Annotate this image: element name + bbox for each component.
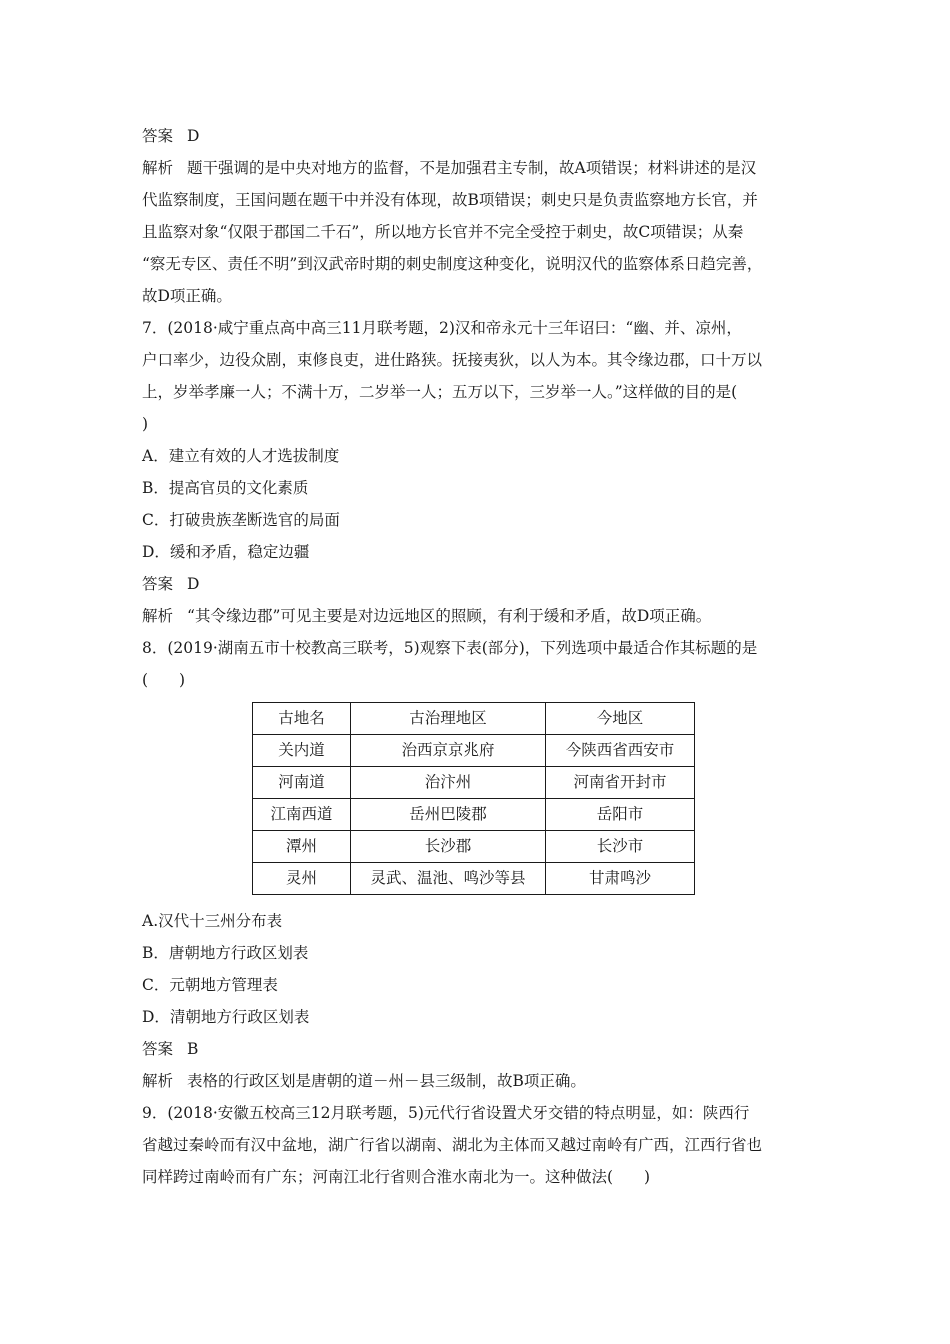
table-cell: 长沙郡	[351, 831, 546, 863]
table-row	[253, 863, 695, 895]
table-cell: 河南省开封市	[546, 767, 695, 799]
q8-option-c: C．元朝地方管理表	[142, 976, 278, 994]
q8-analysis-line	[142, 1065, 822, 1097]
q7-stem-line: 户口率少，边役众剧，束修良吏，进仕路狭。抚接夷狄，以人为本。其令缘边郡，口十万以	[142, 351, 763, 369]
table-cell: 长沙市	[546, 831, 695, 863]
table-cell: 治西京京兆府	[351, 735, 546, 767]
q8-answer	[142, 1033, 822, 1065]
analysis-text: “其令缘边郡”可见主要是对边远地区的照顾，有利于缓和矛盾，故D项正确。	[187, 607, 712, 625]
table-cell: 岳州巴陵郡	[351, 799, 546, 831]
q6-analysis-line: 故D项正确。	[142, 287, 232, 305]
table-cell: 甘肃鸣沙	[546, 863, 695, 895]
q6-answer	[142, 120, 822, 152]
q9-stem-line: 同样跨过南岭而有广东；河南江北行省则合淮水南北为一。这种做法( )	[142, 1168, 651, 1186]
answer-label: 答案	[142, 127, 174, 145]
table-cell: 潭州	[253, 831, 351, 863]
table-cell: 今陕西省西安市	[546, 735, 695, 767]
q6-analysis-line: 且监察对象“仅限于郡国二千石”，所以地方长官并不完全受控于刺史，故C项错误；从秦	[142, 223, 744, 241]
answer-value: D	[187, 575, 200, 593]
analysis-label: 解析	[142, 1072, 174, 1090]
q6-analysis-line: 代监察制度，王国问题在题干中并没有体现，故B项错误；刺史只是负责监察地方长官，并	[142, 191, 758, 209]
q6-analysis-line	[142, 152, 822, 184]
q7-analysis-line	[142, 600, 822, 632]
q7-option-b: B．提高官员的文化素质	[142, 479, 309, 497]
table-cell: 关内道	[253, 735, 351, 767]
analysis-text: 题干强调的是中央对地方的监督，不是加强君主专制，故A项错误；材料讲述的是汉	[187, 159, 757, 177]
table-header-row	[253, 703, 695, 735]
table-header-cell: 今地区	[546, 703, 695, 735]
table-cell: 治汴州	[351, 767, 546, 799]
q7-option-c: C．打破贵族垄断选官的局面	[142, 511, 340, 529]
q8-option-d: D．清朝地方行政区划表	[142, 1008, 310, 1026]
answer-value: D	[187, 127, 200, 145]
q6-analysis-line: “察无专区、责任不明”到汉武帝时期的刺史制度这种变化，说明汉代的监察体系日趋完善，	[142, 255, 763, 273]
q7-option-a: A．建立有效的人才选拔制度	[142, 447, 340, 465]
q8-option-b: B．唐朝地方行政区划表	[142, 944, 309, 962]
answer-label: 答案	[142, 575, 174, 593]
q8-stem-line: 8．(2019·湖南五市十校教高三联考，5)观察下表(部分)，下列选项中最适合作其标题的是	[142, 639, 758, 657]
q7-stem-line: )	[142, 415, 149, 433]
analysis-text: 表格的行政区划是唐朝的道－州－县三级制，故B项正确。	[187, 1072, 586, 1090]
table-cell: 灵州	[253, 863, 351, 895]
table-row	[253, 831, 695, 863]
document-content	[142, 120, 822, 1193]
table-header-cell: 古治理地区	[351, 703, 546, 735]
analysis-label: 解析	[142, 159, 174, 177]
q9-stem-line: 9．(2018·安徽五校高三12月联考题，5)元代行省设置犬牙交错的特点明显，如：陕西行	[142, 1104, 750, 1122]
analysis-label: 解析	[142, 607, 174, 625]
table-cell: 灵武、温池、鸣沙等县	[351, 863, 546, 895]
table-header-cell: 古地名	[253, 703, 351, 735]
q9-stem-line: 省越过秦岭而有汉中盆地，湖广行省以湖南、湖北为主体而又越过南岭有广西，江西行省也	[142, 1136, 763, 1154]
region-table	[252, 702, 695, 895]
q7-answer	[142, 568, 822, 600]
table-cell: 岳阳市	[546, 799, 695, 831]
table-row	[253, 799, 695, 831]
q7-stem-line: 7．(2018·咸宁重点高中高三11月联考题，2)汉和帝永元十三年诏曰：“幽、并、凉州，	[142, 319, 742, 337]
q8-option-a: A.汉代十三州分布表	[142, 912, 283, 930]
table-cell: 河南道	[253, 767, 351, 799]
q7-stem-line: 上，岁举孝廉一人；不满十万，二岁举一人；五万以下，三岁举一人。”这样做的目的是(	[142, 383, 738, 401]
table-cell: 江南西道	[253, 799, 351, 831]
answer-label: 答案	[142, 1040, 174, 1058]
table-row	[253, 767, 695, 799]
table-row	[253, 735, 695, 767]
answer-value: B	[187, 1040, 199, 1058]
q8-stem-line: ( )	[142, 671, 186, 689]
q7-option-d: D．缓和矛盾，稳定边疆	[142, 543, 310, 561]
